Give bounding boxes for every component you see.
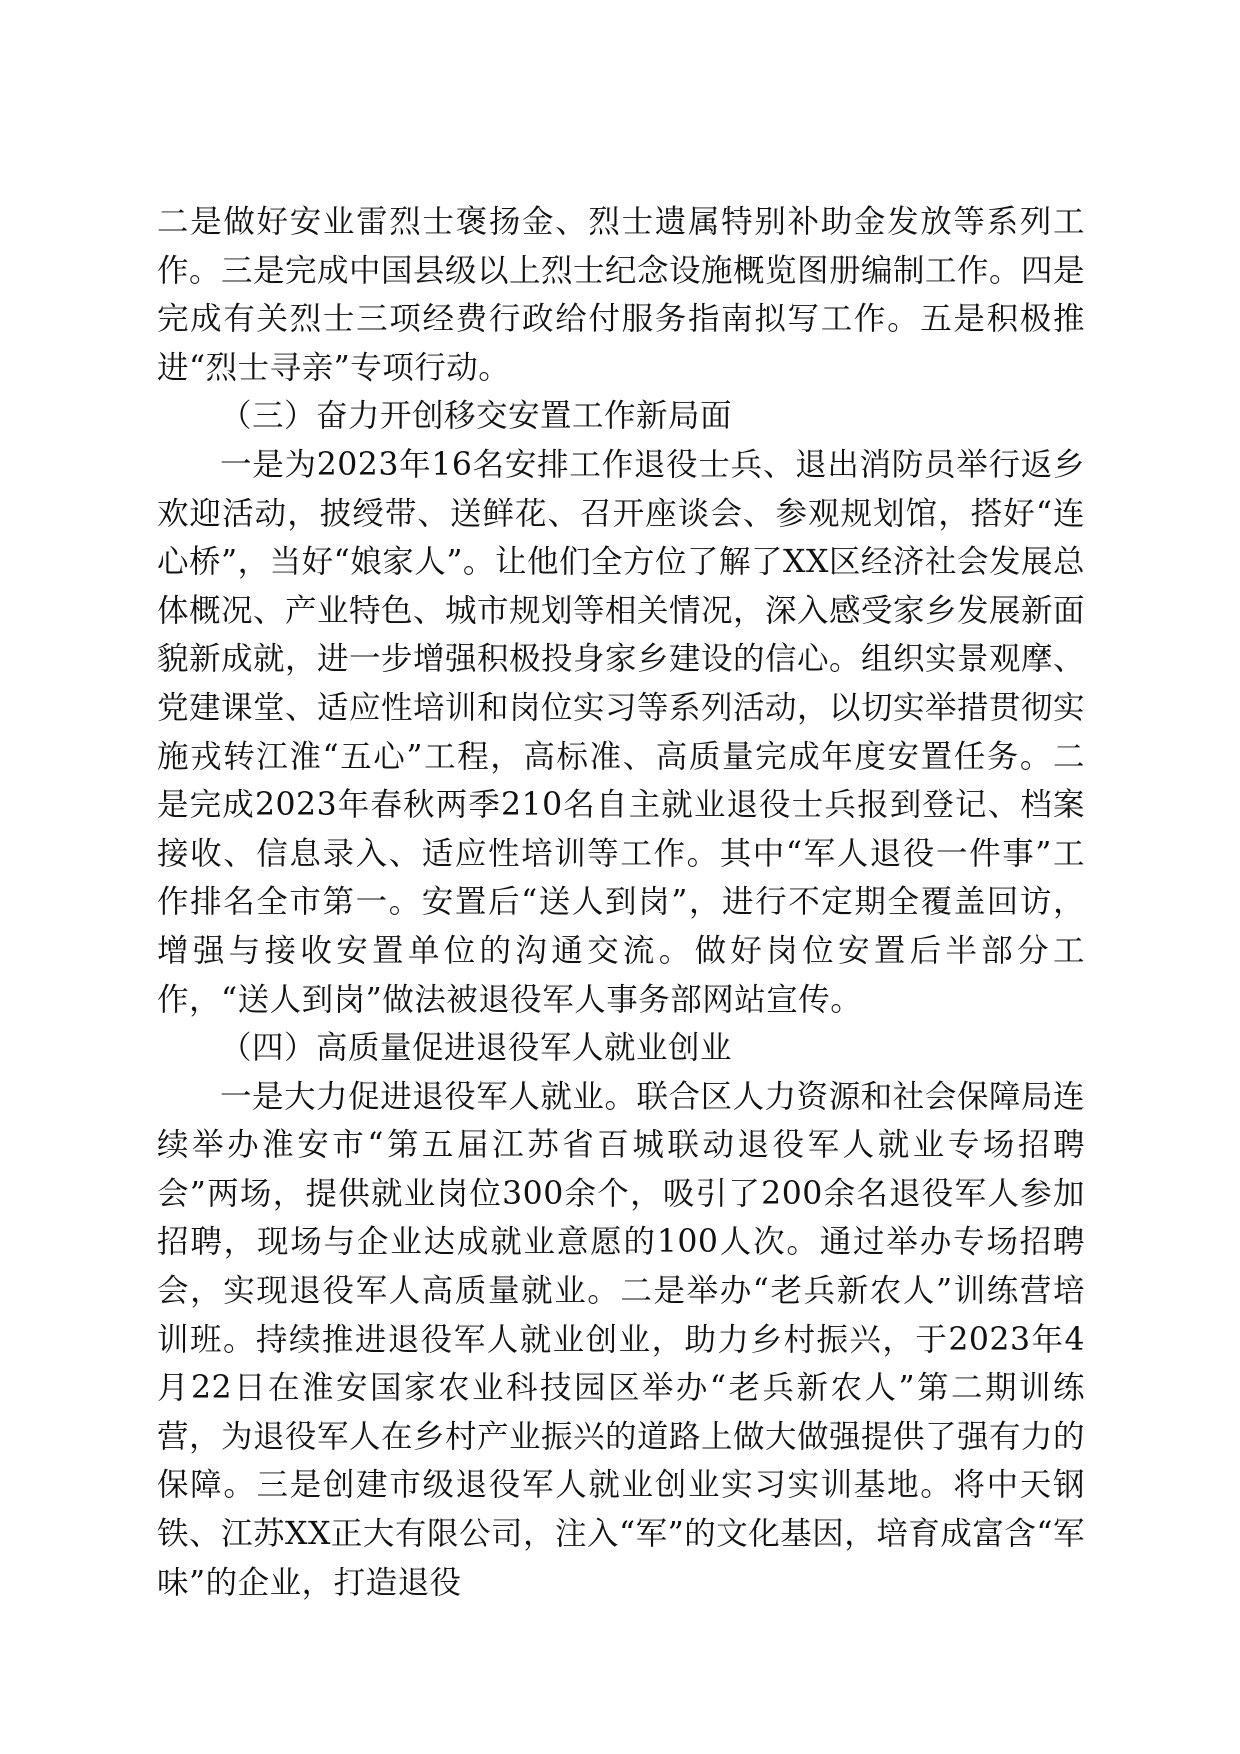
paragraph-intro: 二是做好安业雷烈士褒扬金、烈士遗属特别补助金发放等系列工作。三是完成中国县级以上烈士纪念设施概览图册编制工作。四是完成有关烈士三项经费行政给付服务指南拟写工作。五是积极推进“烈士寻亲”专项行动。: [157, 204, 1086, 386]
document-body: [157, 198, 1085, 1607]
section-heading-4: （四）高质量促进退役军人就业创业: [220, 1030, 733, 1067]
section-heading-3: （三）奋力开创移交安置工作新局面: [220, 398, 733, 435]
paragraph-section-3: 一是为2023年16名安排工作退役士兵、退出消防员举行返乡欢迎活动，披绶带、送鲜花、召开座谈会、参观规划馆，搭好“连心桥”，当好“娘家人”。让他们全方位了解了XX区经济社会发展总体概况、产业特色、城市规划等相关情况，深入感受家乡发展新面貌新成就，进一步增强积极投身家乡建设的信心。组织实景观摩、党建课堂、适应性培训和岗位实习等系列活动，以切实举措贯彻实施戎转江淮“五心”工程，高标准、高质量完成年度安置任务。二是完成2023年春秋两季210名自主就业退役士兵报到登记、档案接收、信息录入、适应性培训等工作。其中“军人退役一件事”工作排名全市第一。安置后“送人到岗”，进行不定期全覆盖回访，增强与接收安置单位的沟通交流。做好岗位安置后半部分工作，“送人到岗”做法被退役军人事务部网站宣传。: [157, 446, 1086, 1018]
paragraph-section-4: 一是大力促进退役军人就业。联合区人力资源和社会保障局连续举办淮安市“第五届江苏省百城联动退役军人就业专场招聘会”两场，提供就业岗位300余个，吸引了200余名退役军人参加招聘，现场与企业达成就业意愿的100人次。通过举办专场招聘会，实现退役军人高质量就业。二是举办“老兵新农人”训练营培训班。持续推进退役军人就业创业，助力乡村振兴，于2023年4月22日在淮安国家农业科技园区举办“老兵新农人”第二期训练营，为退役军人在乡村产业振兴的道路上做大做强提供了强有力的保障。三是创建市级退役军人就业创业实习实训基地。将中天钢铁、江苏XX正大有限公司，注入“军”的文化基因，培育成富含“军味”的企业，打造退役: [157, 1078, 1086, 1601]
